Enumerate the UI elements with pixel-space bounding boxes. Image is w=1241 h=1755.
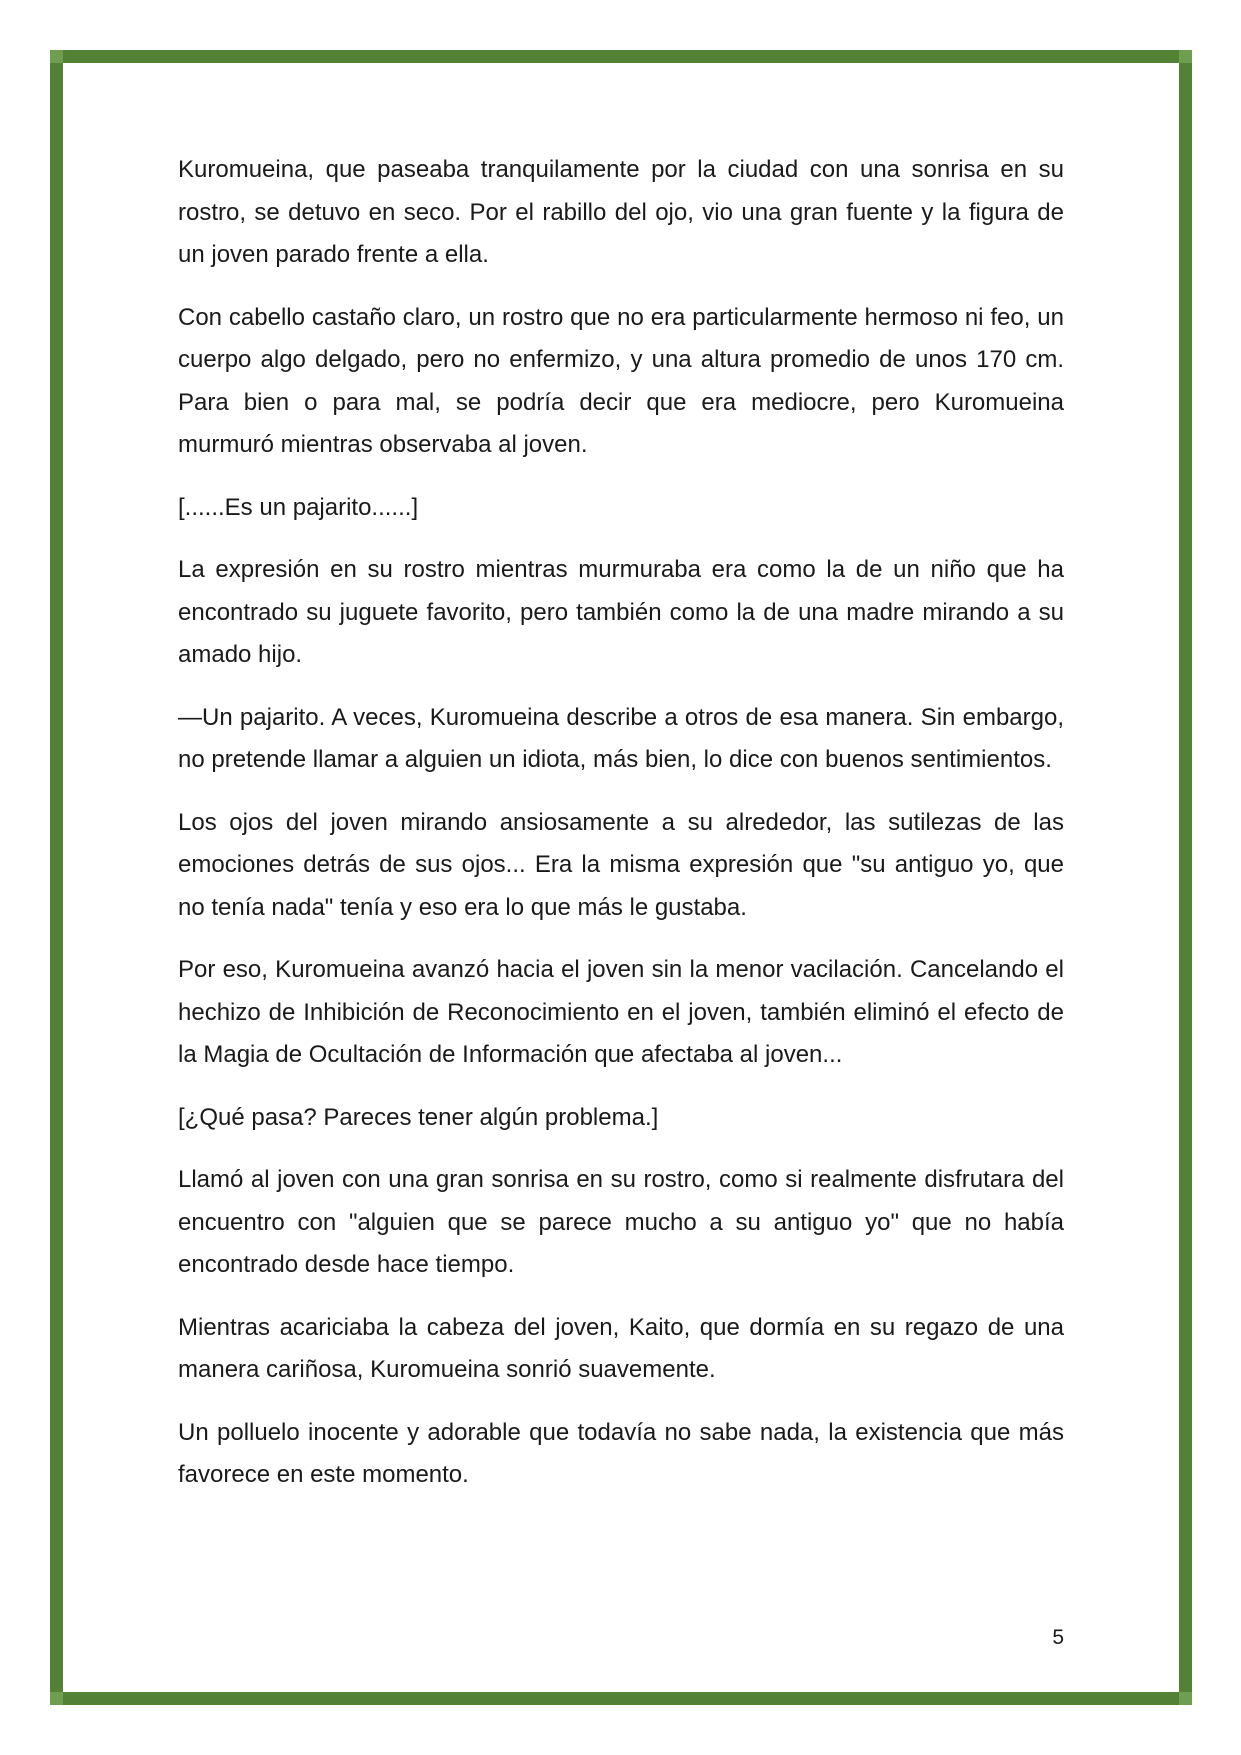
paragraph-8: [¿Qué pasa? Pareces tener algún problema.] — [178, 1103, 659, 1131]
paragraph-6: Los ojos del joven mirando ansiosamente a su alrededor, las sutilezas de las emociones detrás de sus ojos... Era la misma expresión que "su antiguo yo, que no tenía nada" tenía y eso era lo que más le gustaba. — [178, 808, 1064, 921]
paragraph-4: La expresión en su rostro mientras murmuraba era como la de un niño que ha encontrado su juguete favorito, pero también como la de una madre mirando a su amado hijo. — [178, 556, 1064, 668]
border-corner-top-right — [1179, 50, 1192, 63]
border-corner-bottom-left — [50, 1692, 63, 1705]
paragraph-10: Mientras acariciaba la cabeza del joven, Kaito, que dormía en su regazo de una manera cariñosa, Kuromueina sonrió suavemente. — [178, 1313, 1064, 1383]
page-number: 5 — [1052, 1626, 1064, 1649]
border-corner-bottom-right — [1179, 1692, 1192, 1705]
paragraph-7: Por eso, Kuromueina avanzó hacia el joven sin la menor vacilación. Cancelando el hechizo de Inhibición de Reconocimiento en el joven, también eliminó el efecto de la Magia de Ocultación de Información que afectaba al joven... — [178, 956, 1064, 1068]
paragraph-5: —Un pajarito. A veces, Kuromueina describe a otros de esa manera. Sin embargo, no pretende llamar a alguien un idiota, más bien, lo dice con buenos sentimientos. — [178, 703, 1064, 773]
document-body — [178, 149, 1064, 1517]
paragraph-1: Kuromueina, que paseaba tranquilamente por la ciudad con una sonrisa en su rostro, se detuvo en seco. Por el rabillo del ojo, vio una gran fuente y la figura de un joven parado frente a ella. — [178, 156, 1064, 268]
paragraph-3: [......Es un pajarito......] — [178, 493, 419, 521]
border-corner-top-left — [50, 50, 63, 63]
paragraph-11: Un polluelo inocente y adorable que todavía no sabe nada, la existencia que más favorece en este momento. — [178, 1418, 1064, 1488]
paragraph-2: Con cabello castaño claro, un rostro que no era particularmente hermoso ni feo, un cuerpo algo delgado, pero no enfermizo, y una altura promedio de unos 170 cm. Para bien o para mal, se podría decir que era mediocre, pero Kuromueina murmuró mientras observaba al joven. — [178, 303, 1064, 458]
paragraph-9: Llamó al joven con una gran sonrisa en su rostro, como si realmente disfrutara del encuentro con "alguien que se parece mucho a su antiguo yo" que no había encontrado desde hace tiempo. — [178, 1166, 1064, 1278]
